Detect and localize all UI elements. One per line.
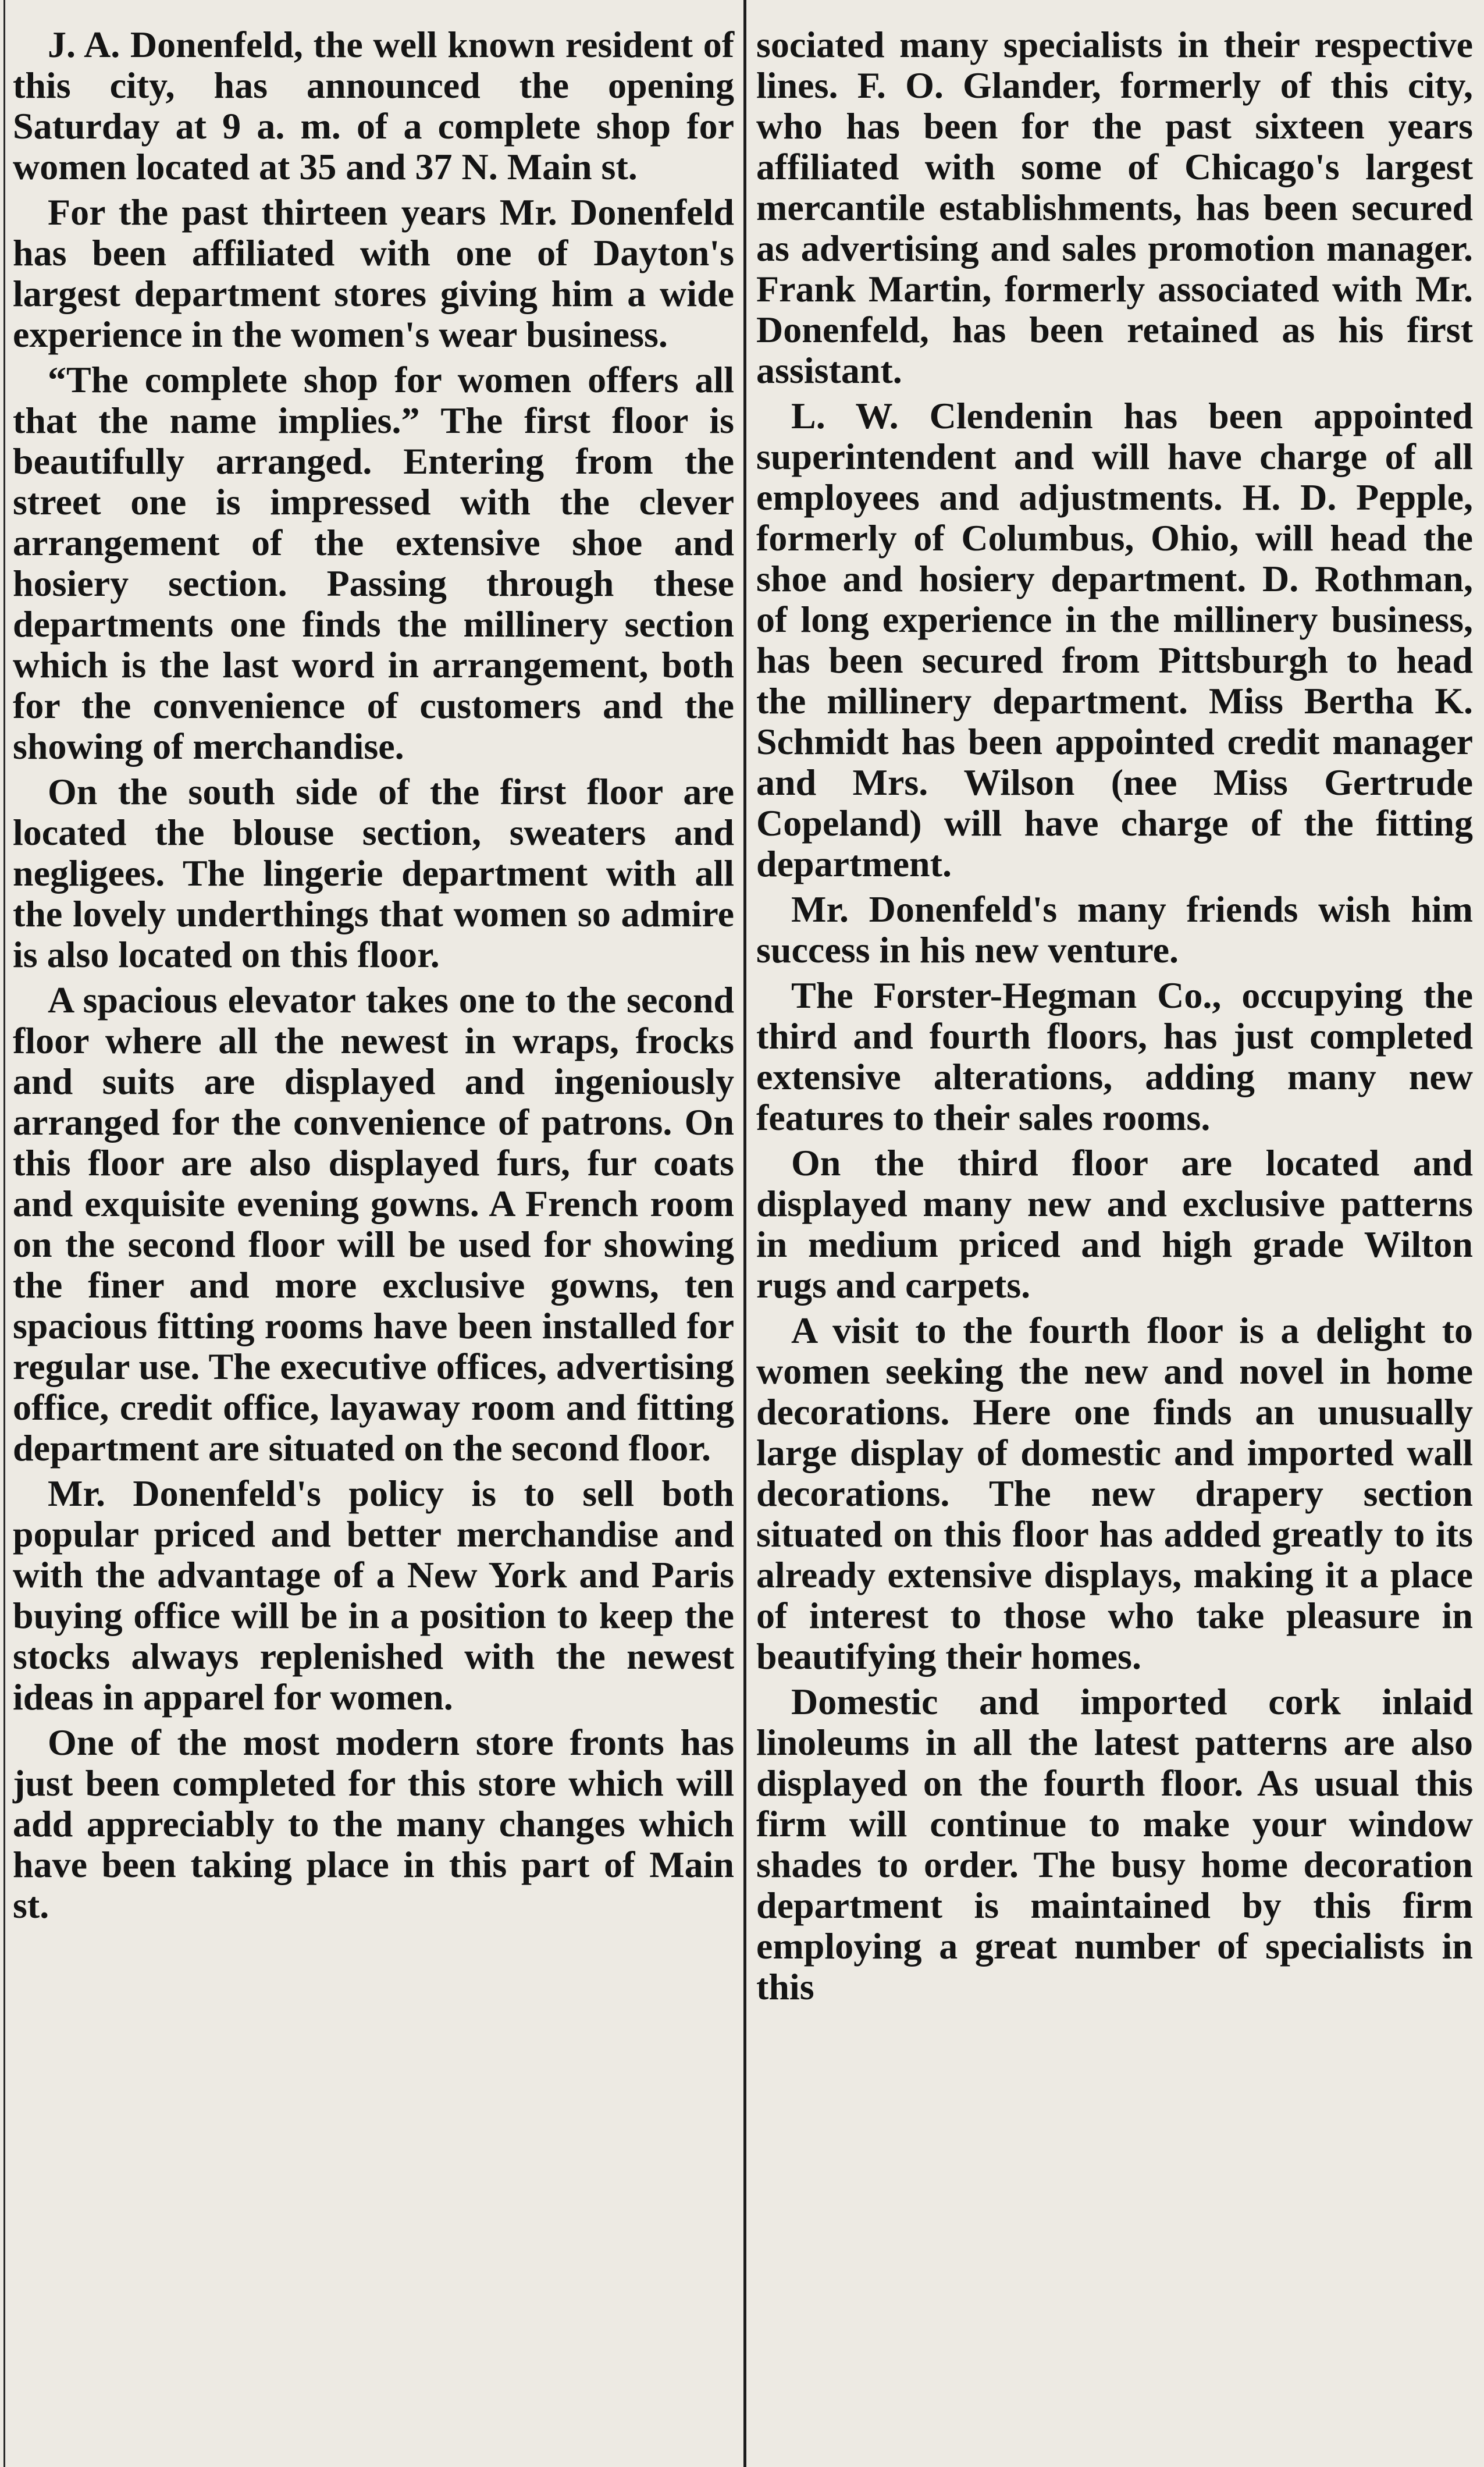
left-edge-rule [3,0,5,2467]
paragraph-first-floor: “The complete shop for women offers all that the name implies.” The first floor is beautifully arranged. Entering from the street one is impressed with the clever arrangement of the extensive shoe and hosiery section. Passing through these departments one finds the millinery section which is the last word in arrangement, both for the convenience of customers and the showing of merchandise. [13,359,734,767]
paragraph-experience: For the past thirteen years Mr. Donenfeld has been affiliated with one of Dayton's largest department stores giving him a wide experience in the women's wear business. [13,191,734,355]
paragraph-friends: Mr. Donenfeld's many friends wish him success in his new venture. [756,888,1473,971]
right-column [756,24,1473,2012]
paragraph-appointments: L. W. Clendenin has been appointed superintendent and will have charge of all employees and adjustments. H. D. Pepple, formerly of Columbus, Ohio, will head the shoe and hosiery department. D. Rothman, of long experience in the millinery business, has been secured from Pittsburgh to head the millinery department. Miss Bertha K. Schmidt has been appointed credit manager and Mrs. Wilson (nee Miss Gertrude Copeland) will have charge of the fitting department. [756,395,1473,884]
paragraph-fourth-floor: A visit to the fourth floor is a delight to women seeking the new and novel in home decorations. Here one finds an unusually large display of domestic and imported wall decorations. The new drapery section situated on this floor has added greatly to its already extensive displays, making it a place of interest to those who take pleasure in beautifying their homes. [756,1310,1473,1677]
paragraph-policy: Mr. Donenfeld's policy is to sell both popular priced and better merchandise and with the advantage of a New York and Paris buying office will be in a position to keep the stocks always replenished with the newest ideas in apparel for women. [13,1473,734,1718]
paragraph-staff-continued: sociated many specialists in their respective lines. F. O. Glander, formerly of this city, who has been for the past sixteen years affiliated with some of Chicago's largest mercantile establishments, has been secured as advertising and sales promotion manager. Frank Martin, formerly associated with Mr. Donenfeld, has been retained as his first assistant. [756,24,1473,391]
paragraph-opening: J. A. Donenfeld, the well known resident of this city, has announced the opening Saturday at 9 a. m. of a complete shop for women located at 35 and 37 N. Main st. [13,24,734,187]
paragraph-second-floor: A spacious elevator takes one to the second floor where all the newest in wraps, frocks and suits are displayed and ingeniously arranged for the convenience of patrons. On this floor are also displayed furs, fur coats and exquisite evening gowns. A French room on the second floor will be used for showing the finer and more exclusive gowns, ten spacious fitting rooms have been installed for regular use. The executive offices, advertising office, credit office, layaway room and fitting department are situated on the second floor. [13,979,734,1469]
paragraph-third-floor: On the third floor are located and displayed many new and exclusive patterns in medium priced and high grade Wilton rugs and carpets. [756,1142,1473,1306]
paragraph-south-side: On the south side of the first floor are located the blouse section, sweaters and negligees. The lingerie department with all the lovely underthings that women so admire is also located on this floor. [13,771,734,975]
paragraph-forster-hegman: The Forster-Hegman Co., occupying the third and fourth floors, has just completed extensive alterations, adding many new features to their sales rooms. [756,975,1473,1138]
paragraph-store-front: One of the most modern store fronts has just been completed for this store which will add appreciably to the many changes which have been taking place in this part of Main st. [13,1722,734,1926]
paragraph-linoleums: Domestic and imported cork inlaid linoleums in all the latest patterns are also displayed on the fourth floor. As usual this firm will continue to make your window shades to order. The busy home decoration department is maintained by this firm employing a great number of specialists in this [756,1681,1473,2007]
column-divider [743,0,746,2467]
left-column [13,24,734,1931]
